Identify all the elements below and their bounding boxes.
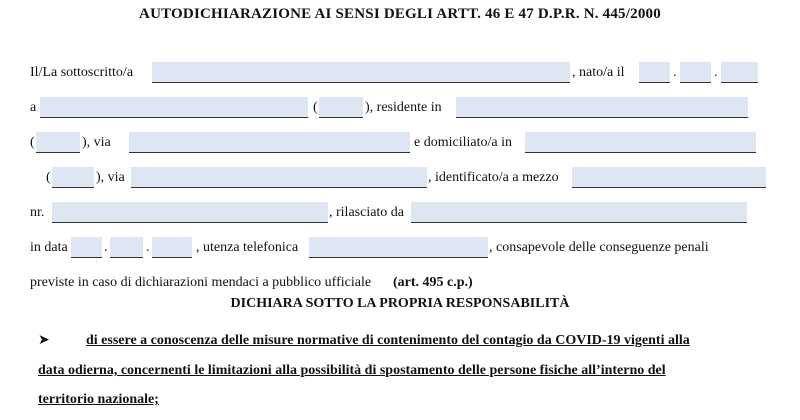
issue-day-field[interactable] <box>71 237 102 258</box>
nr-label: nr. <box>30 205 45 220</box>
open-paren: ( <box>30 135 35 150</box>
declaration-line-1: di essere a conoscenza delle misure normative di contenimento del contagio da COVID-19 vigenti alla <box>86 333 690 348</box>
row-via-domicilio <box>0 167 800 189</box>
birth-year-field[interactable] <box>721 62 758 83</box>
arrow-bullet-icon: ➤ <box>38 333 50 348</box>
via-label: ), via <box>82 135 111 150</box>
date-sep: . <box>104 240 108 255</box>
id-document-type-field[interactable] <box>572 167 766 188</box>
row-documento <box>0 202 800 224</box>
open-paren: ( <box>46 170 51 185</box>
birth-day-field[interactable] <box>639 62 670 83</box>
row-sottoscritto <box>0 62 800 84</box>
date-sep: . <box>146 240 150 255</box>
domicile-province-field[interactable] <box>52 167 94 188</box>
utenza-label: , utenza telefonica <box>196 240 299 255</box>
date-sep: . <box>673 65 677 80</box>
residence-city-field[interactable] <box>456 97 748 118</box>
domicile-street-field[interactable] <box>131 167 427 188</box>
sottoscritto-label: Il/La sottoscritto/a <box>30 65 134 80</box>
identificato-label: , identificato/a a mezzo <box>428 170 559 185</box>
residence-street-field[interactable] <box>129 132 410 153</box>
declaration-line-2: data odierna, concernenti le limitazioni alla possibilità di spostamento delle persone fisiche all’interno del <box>38 363 666 378</box>
row-luogo-nascita <box>0 97 800 119</box>
residente-label: ), residente in <box>365 100 442 115</box>
art-reference: (art. 495 c.p.) <box>393 275 473 290</box>
row-data-telefono <box>0 237 800 259</box>
open-paren: ( <box>313 100 318 115</box>
rilasciato-label: , rilasciato da <box>329 205 405 220</box>
row-previste <box>0 272 800 294</box>
domiciliato-label: e domiciliato/a in <box>414 135 512 150</box>
issued-by-field[interactable] <box>411 202 747 223</box>
issue-year-field[interactable] <box>152 237 192 258</box>
a-label: a <box>30 100 37 115</box>
date-sep: . <box>714 65 718 80</box>
name-field[interactable] <box>152 62 570 83</box>
in-data-label: in data <box>30 240 68 255</box>
row-via-residenza <box>0 132 800 154</box>
declaration-line-3: territorio nazionale; <box>38 392 159 407</box>
birthplace-field[interactable] <box>40 97 308 118</box>
consapevole-label: , consapevole delle conseguenze penali <box>489 240 709 255</box>
issue-month-field[interactable] <box>110 237 143 258</box>
domicile-city-field[interactable] <box>525 132 756 153</box>
birth-province-field[interactable] <box>319 97 363 118</box>
nato-label: , nato/a il <box>572 65 625 80</box>
document-title: AUTODICHIARAZIONE AI SENSI DEGLI ARTT. 46 E 47 D.P.R. N. 445/2000 <box>139 6 661 22</box>
id-number-field[interactable] <box>52 202 328 223</box>
residence-province-field[interactable] <box>36 132 80 153</box>
previste-text: previste in caso di dichiarazioni mendaci a pubblico ufficiale <box>30 275 372 290</box>
birth-month-field[interactable] <box>680 62 711 83</box>
declaration-heading: DICHIARA SOTTO LA PROPRIA RESPONSABILITÀ <box>230 296 570 311</box>
via-label: ), via <box>96 170 125 185</box>
phone-field[interactable] <box>309 237 488 258</box>
